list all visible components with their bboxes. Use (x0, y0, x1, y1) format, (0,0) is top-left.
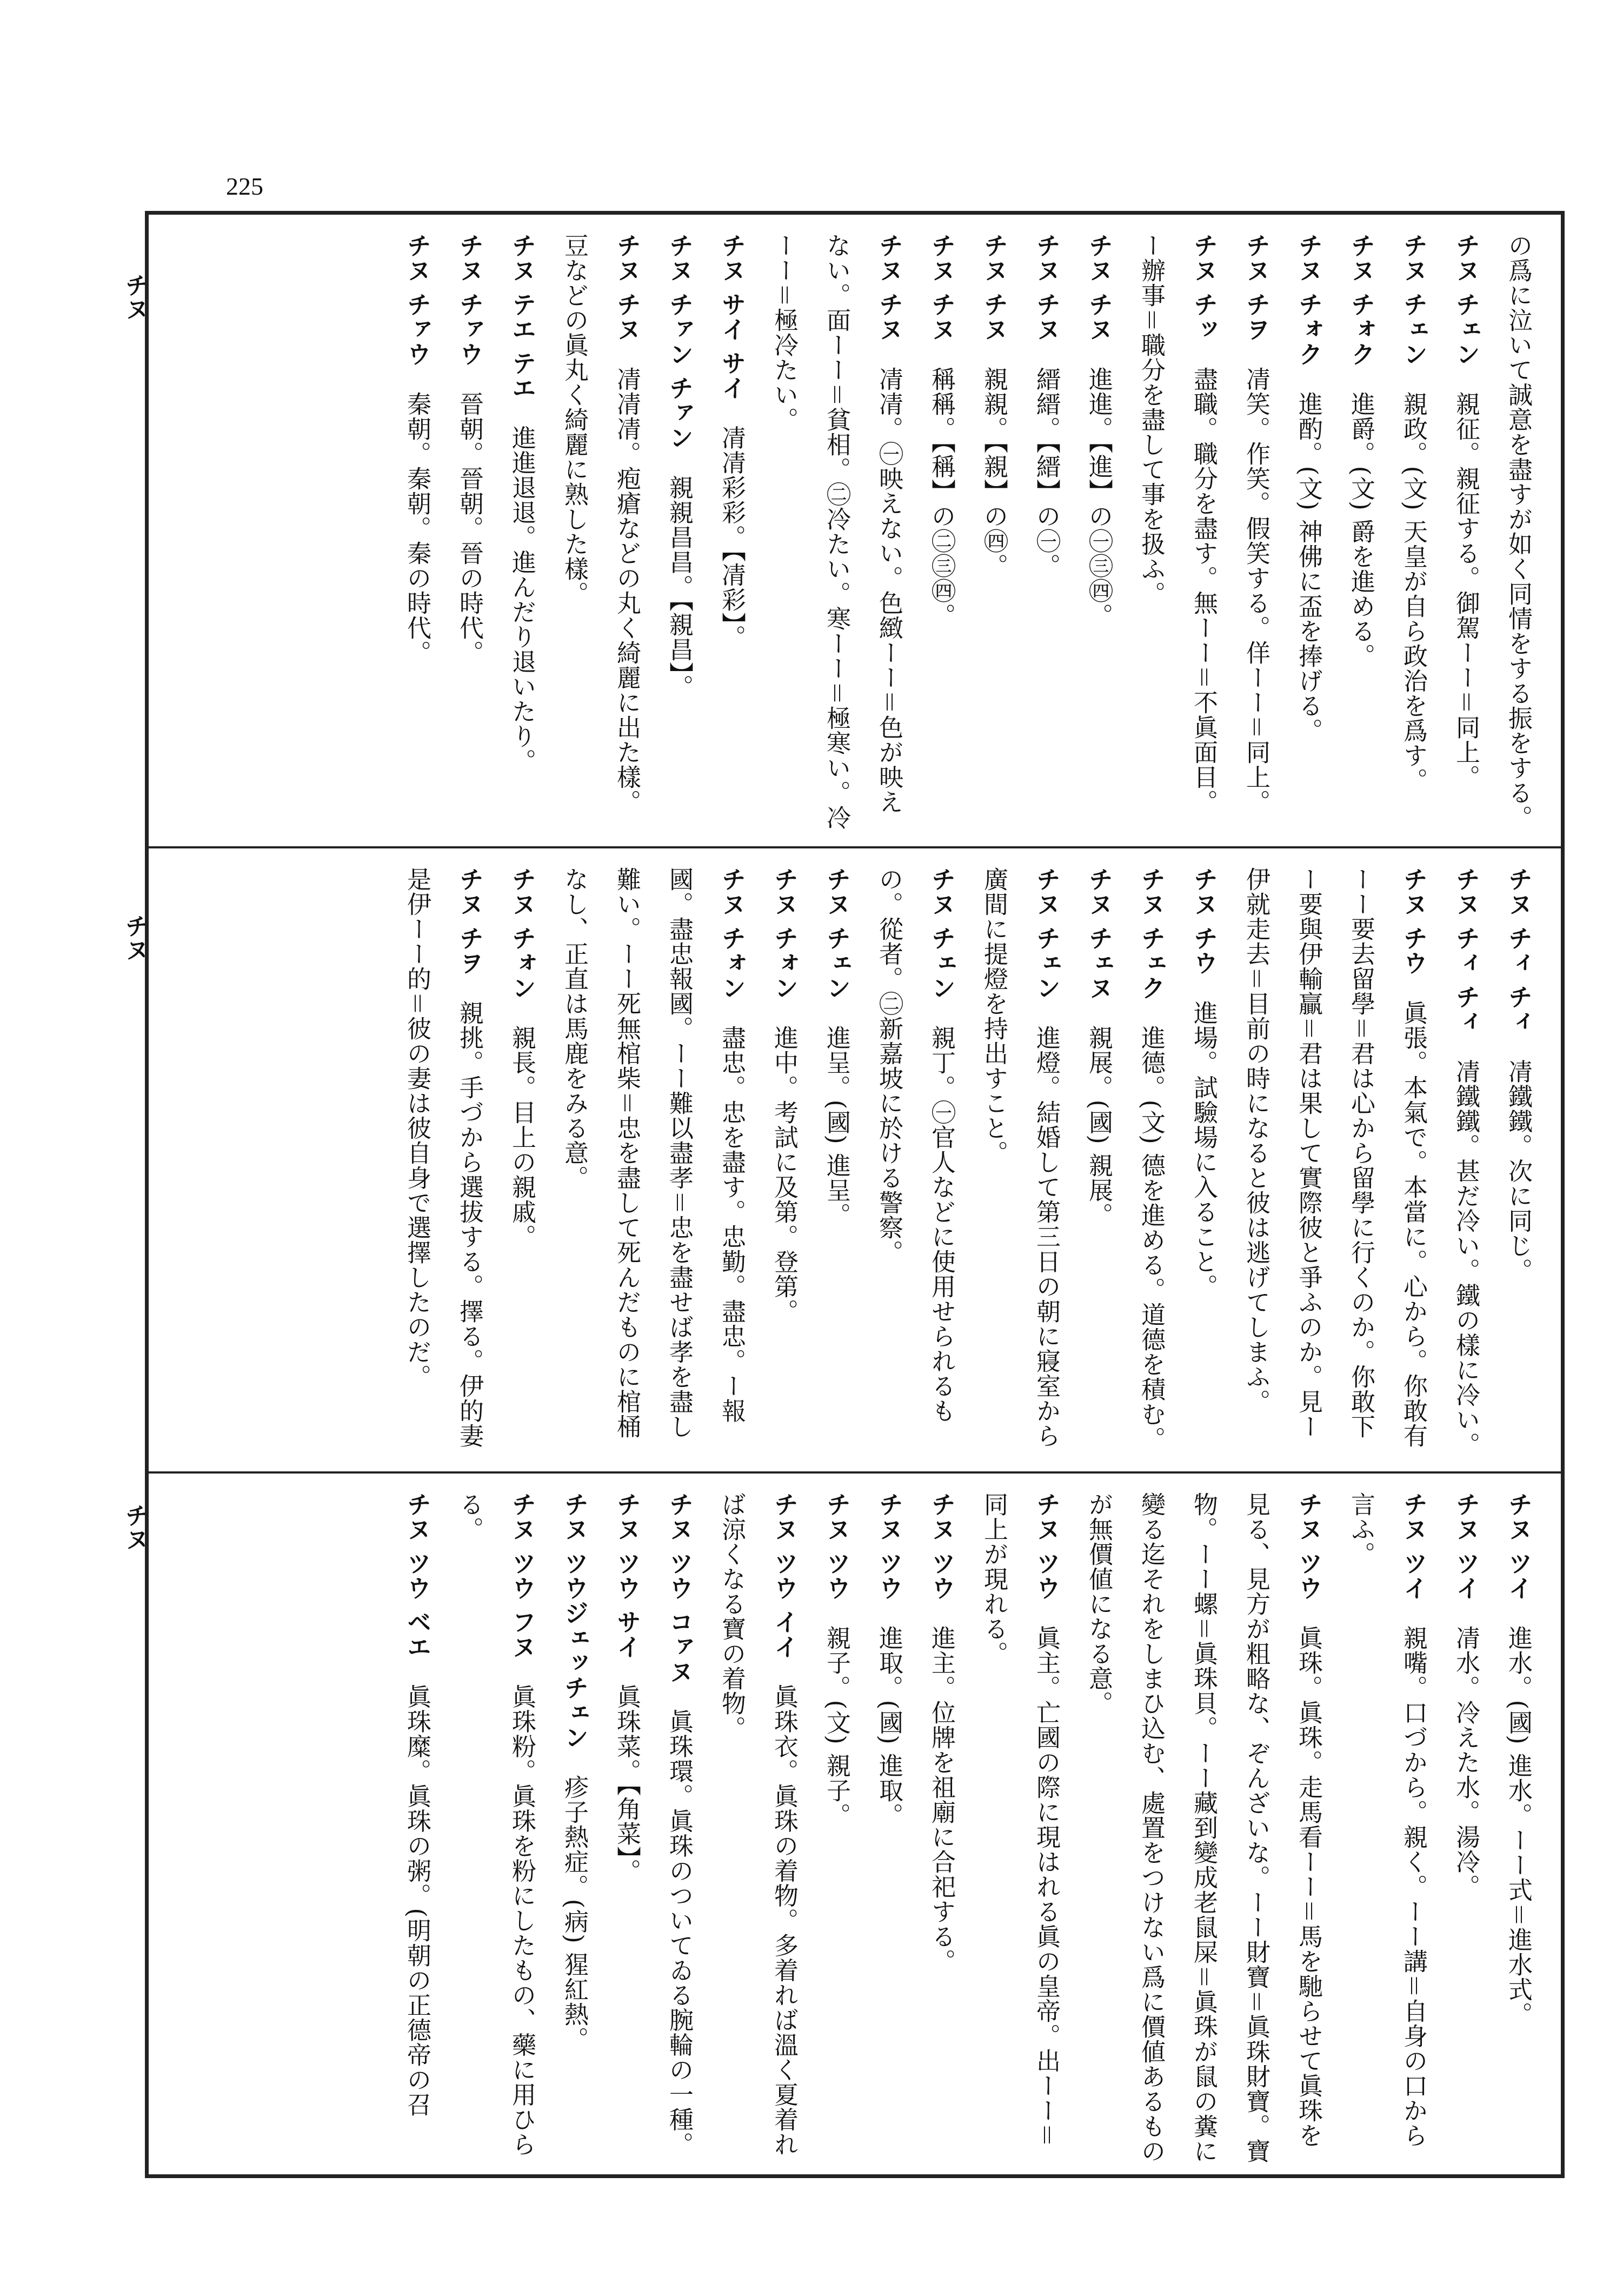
entry-headword: チヌ チヌ (980, 233, 1008, 342)
dictionary-entry (548, 233, 653, 835)
entry-spacer (980, 342, 1008, 367)
entry-headword: チヌ チェン (1399, 233, 1428, 367)
side-marker-middle: チヌ (121, 914, 149, 961)
entry-spacer (717, 1000, 746, 1025)
entry-gloss: 進水。(國) 進水。ーー式＝進水式。 (1504, 1625, 1533, 2027)
entry-headword: チヌ ツウ (1032, 1492, 1061, 1601)
entry-headword: チヌ チヌ (927, 233, 956, 342)
dictionary-entry (1335, 1492, 1440, 2164)
entry-headword: チヌ チォン (717, 867, 746, 1000)
entry-headword: チヌ ツウ (822, 1492, 851, 1601)
entry-spacer (1504, 1601, 1533, 1625)
entry-gloss: 進德。(文) 德を進める。道德を積む。 (1137, 1025, 1166, 1452)
dictionary-entry (810, 867, 863, 1461)
entry-headword: チヌ チヌ (613, 233, 641, 342)
entry-gloss: 凊水。冷えた水。湯冷。 (1452, 1625, 1480, 1899)
entry-spacer (508, 1000, 536, 1025)
entry-spacer (927, 1000, 956, 1025)
entry-headword: チヌ チァウ (403, 233, 431, 367)
entry-gloss: 親親昌昌。【親昌】。 (665, 475, 694, 700)
side-marker-top: チヌ (121, 273, 149, 321)
entry-spacer (822, 1000, 851, 1025)
entry-spacer (1189, 976, 1218, 1000)
entry-headword: チヌ チォン (770, 867, 799, 1000)
entry-gloss: 親征。親征する。御駕ーー＝同上。 (1452, 391, 1480, 789)
dictionary-entry (1073, 233, 1125, 835)
entry-gloss: 親展。(國) 親展。 (1085, 1025, 1113, 1228)
entry-spacer (1347, 367, 1375, 391)
entry-headword: チヌ ツイ (1399, 1492, 1428, 1601)
entry-spacer (403, 367, 431, 391)
entry-headword: チヌ チヲ (1242, 233, 1271, 342)
dictionary-entry (758, 867, 810, 1461)
entry-headword: チヌ チウ (1189, 867, 1218, 976)
dictionary-frame (145, 211, 1565, 2178)
entry-spacer (665, 1684, 694, 1709)
dictionary-entry (1125, 233, 1230, 835)
dictionary-entry (496, 867, 548, 1461)
entry-spacer (770, 1659, 799, 1684)
dictionary-entry (1335, 233, 1387, 835)
entry-spacer (455, 367, 484, 391)
dictionary-entry (1492, 233, 1545, 835)
entry-headword: チヌ ツウ (875, 1492, 903, 1601)
entry-gloss: 親挑。手づから選拔する。擇る。伊的妻是伊ーー的＝彼の妻は彼自身で選擇したのだ。 (403, 867, 484, 1448)
entry-gloss: 縉縉。【縉】の㊀。 (1032, 366, 1061, 579)
entry-gloss: 眞張。本氣で。本當に。心から。你敢有ーー要去留學＝君は心から留學に行くのか。你敢下ー要與伊輸贏＝君は果して實際彼と爭ふのか。見ー伊就走去＝目前の時になると彼は逃げてしまふ。 (1242, 867, 1428, 1448)
tier-top (149, 215, 1561, 846)
dictionary-entry (1020, 233, 1073, 835)
entry-headword: チヌ ツウ ベエ (403, 1492, 431, 1660)
entry-headword: チヌ チィ チィ (1452, 867, 1480, 1034)
entry-spacer (455, 976, 484, 1000)
entry-headword: チヌ チォク (1347, 233, 1375, 367)
dictionary-entry (1387, 233, 1440, 835)
entry-gloss: 親子。(文) 親子。 (822, 1625, 851, 1828)
entry-spacer (1504, 1034, 1533, 1059)
entry-gloss: 進進退退。進んだり退いたり。 (508, 425, 536, 774)
entry-headword: チヌ ツウ (1294, 1492, 1323, 1601)
entry-gloss: 眞珠環。眞珠のついてゐる腕輪の一種。 (665, 1709, 694, 2157)
entry-headword: チヌ チァン チァン (665, 233, 694, 450)
dictionary-entry (1492, 1492, 1545, 2164)
dictionary-entry (968, 867, 1073, 1461)
dictionary-entry (968, 1492, 1073, 2164)
entry-spacer (875, 342, 903, 367)
entry-gloss: 眞珠粉。眞珠を粉にしたもの、藥に用ひらる。 (455, 1492, 536, 2157)
entry-gloss: 進中。考試に及第。登第。 (770, 1025, 799, 1324)
entry-headword: チヌ チォン (508, 867, 536, 1000)
entry-gloss: 眞珠衣。眞珠の着物。多着れば溫く夏着れば涼くなる寶の着物。 (717, 1492, 799, 2157)
entry-spacer (1032, 1000, 1061, 1025)
dictionary-entry (1492, 867, 1545, 1461)
entry-spacer (1085, 342, 1113, 367)
entry-gloss: 疹子熱症。(病) 猩紅熱。 (560, 1774, 589, 2052)
dictionary-entry (391, 1492, 443, 2164)
entry-spacer (665, 450, 694, 475)
entry-spacer (1032, 1601, 1061, 1625)
entry-gloss: 凊鐵鐵。甚だ冷い。鐵の樣に冷い。 (1452, 1059, 1480, 1457)
entry-headword: チヌ サイ サイ (717, 233, 746, 401)
dictionary-entry (1440, 867, 1492, 1461)
entry-gloss: 凊鐵鐵。次に同じ。 (1504, 1059, 1533, 1283)
entry-gloss: 進呈。(國) 進呈。 (822, 1025, 851, 1228)
entry-headword: チヌ ツウジェッチェン (560, 1492, 589, 1750)
entry-gloss: 進場。試驗場に入ること。 (1189, 1000, 1218, 1299)
dictionary-entry (863, 1492, 915, 2164)
entry-headword: チヌ ツウ サイ (613, 1492, 641, 1660)
entry-gloss: 進進。【進】の㊀㊂㊃。 (1085, 366, 1113, 628)
dictionary-entry (1073, 1492, 1335, 2164)
entry-headword: チヌ チェク (1137, 867, 1166, 1000)
entry-spacer (508, 400, 536, 425)
entry-gloss: 親親。【親】の㊃。 (980, 366, 1008, 579)
dictionary-entry (653, 233, 706, 835)
entry-headword: チヌ ツイ (1452, 1492, 1480, 1601)
entry-headword: チヌ ツウ (927, 1492, 956, 1601)
entry-gloss: 進取。(國) 進取。 (875, 1625, 903, 1828)
entry-headword: チヌ チウ (1399, 867, 1428, 976)
entry-headword: チヌ チッ (1189, 233, 1218, 342)
entry-headword: チヌ ツウ フヌ (508, 1492, 536, 1660)
dictionary-entry (1125, 867, 1178, 1461)
entry-spacer (1294, 367, 1323, 391)
entry-gloss: 親丁。㊀官人などに使用せられるもの。從者。㊁新嘉坡に於ける警察。 (875, 867, 956, 1423)
entry-spacer (927, 1601, 956, 1625)
entry-gloss: 眞珠糜。眞珠の粥。(明朝の正德帝の召 (403, 1684, 431, 2117)
dictionary-entry (915, 233, 968, 835)
tier-middle (149, 848, 1561, 1471)
entry-gloss: 眞珠。眞珠。走馬看ーー＝馬を馳らせて眞珠を見る、見方が粗略な、ぞんざいな。ーー財寶＝眞珠財寶。寶物。ーー螺＝眞珠貝。ーー藏到變成老鼠屎＝眞珠が鼠の糞に變る迄それをしまひ込む、處置をつけない爲に價値あるものが無價値になる意。 (1085, 1492, 1323, 2164)
entry-headword: チヌ ツイ (1504, 1492, 1533, 1601)
entry-spacer (770, 1000, 799, 1025)
entry-headword: チヌ ツウ コァヌ (665, 1492, 694, 1684)
entry-spacer (822, 1601, 851, 1625)
dictionary-entry (915, 1492, 968, 2164)
entry-gloss: 凊笑。作笑。假笑する。佯ーー＝同上。 (1242, 366, 1271, 814)
dictionary-entry (1230, 233, 1282, 835)
entry-spacer (717, 400, 746, 425)
dictionary-entry (810, 1492, 863, 2164)
dictionary-entry (548, 867, 758, 1461)
dictionary-entry (391, 233, 443, 835)
entry-spacer (1399, 367, 1428, 391)
entry-headword: チヌ チヌ (875, 233, 903, 342)
dictionary-entry (1230, 867, 1440, 1461)
dictionary-entry (706, 233, 758, 835)
entry-gloss: 盡忠。忠を盡す。忠勤。盡忠。ー報國。盡忠報國。ーー難以盡孝＝忠を盡せば孝を盡し難い。ーー死無棺柴＝忠を盡して死んだものに棺桶なし、正直は馬鹿をみる意。 (560, 867, 746, 1439)
dictionary-entry (706, 1492, 810, 2164)
entry-spacer (1452, 367, 1480, 391)
entry-gloss: 眞主。亡國の際に現はれる眞の皇帝。出ーー＝同上が現れる。 (980, 1492, 1061, 2148)
entry-gloss: 親嘴。口づから。親く。ーー講＝自身の口から言ふ。 (1347, 1492, 1428, 2148)
entry-spacer (1242, 342, 1271, 367)
entry-gloss: 進爵。(文) 爵を進める。 (1347, 391, 1375, 669)
entry-headword: チヌ チヌ (1085, 233, 1113, 342)
entry-spacer (1452, 1601, 1480, 1625)
entry-headword: チヌ チィ チィ (1504, 867, 1533, 1034)
entry-spacer (1189, 342, 1218, 367)
entry-headword: チヌ ツウ イイ (770, 1492, 799, 1660)
entry-headword: チヌ チァウ (455, 233, 484, 367)
entry-headword: チヌ チヲ (455, 867, 484, 976)
dictionary-entry (443, 1492, 548, 2164)
entry-gloss: の爲に泣いて誠意を盡すが如く同情をする振をする。 (1504, 233, 1533, 830)
side-marker-bottom: チヌ (121, 1503, 149, 1551)
entry-gloss: 凊凊凊。疱瘡などの丸く綺麗に出た樣。豆などの眞丸く綺麗に熟した樣。 (560, 233, 641, 814)
dictionary-entry (391, 867, 496, 1461)
dictionary-entry (1440, 1492, 1492, 2164)
entry-spacer (927, 342, 956, 367)
entry-headword: チヌ チォク (1294, 233, 1323, 367)
entry-headword: チヌ チヌ (1032, 233, 1061, 342)
page-number: 225 (226, 172, 263, 200)
dictionary-entry (1073, 867, 1125, 1461)
dictionary-entry (548, 1492, 601, 2164)
entry-gloss: 眞珠菜。【角菜】。 (613, 1684, 641, 1884)
dictionary-entry (863, 867, 968, 1461)
entry-gloss: 晉朝。晉朝。晉の時代。 (455, 391, 484, 665)
entry-spacer (403, 1659, 431, 1684)
dictionary-entry (758, 233, 915, 835)
entry-gloss: 進燈。結婚して第三日の朝に寢室から廣間に提燈を持出すこと。 (980, 867, 1061, 1448)
entry-gloss: 親長。目上の親戚。 (508, 1025, 536, 1249)
tier-bottom (149, 1474, 1561, 2174)
entry-spacer (875, 1601, 903, 1625)
entry-spacer (1399, 1601, 1428, 1625)
entry-gloss: 凊凊彩彩。【凊彩】。 (717, 425, 746, 650)
entry-headword: チヌ テエ テエ (508, 233, 536, 401)
entry-spacer (1032, 342, 1061, 367)
entry-spacer (560, 1750, 589, 1775)
entry-spacer (1452, 1034, 1480, 1059)
entry-gloss: 秦朝。秦朝。秦の時代。 (403, 391, 431, 665)
dictionary-entry (496, 233, 548, 835)
dictionary-entry (968, 233, 1020, 835)
entry-gloss: 親政。(文) 天皇が自ら政治を爲す。 (1399, 391, 1428, 793)
entry-gloss: 盡職。職分を盡す。無ーー＝不眞面目。ー辦事＝職分を盡して事を扱ふ。 (1137, 233, 1218, 814)
entry-gloss: 進主。位牌を祖廟に合祀する。 (927, 1625, 956, 1974)
dictionary-entry (653, 1492, 706, 2164)
entry-spacer (613, 342, 641, 367)
entry-headword: チヌ チェン (927, 867, 956, 1000)
entry-spacer (1137, 1000, 1166, 1025)
entry-spacer (1294, 1601, 1323, 1625)
entry-headword: チヌ チェヌ (1085, 867, 1113, 1000)
dictionary-entry (1282, 233, 1335, 835)
entry-spacer (1085, 1000, 1113, 1025)
entry-spacer (1399, 976, 1428, 1000)
entry-spacer (613, 1659, 641, 1684)
dictionary-entry (443, 233, 496, 835)
entry-gloss: 稱稱。【稱】の㊁㊂㊃。 (927, 366, 956, 628)
dictionary-entry (1440, 233, 1492, 835)
entry-gloss: 進酌。(文) 神佛に盃を捧げる。 (1294, 391, 1323, 744)
entry-gloss: 凊凊。㊀映えない。色緻ーー＝色が映えない。面ーー＝貧相。㊁冷たい。寒ーー＝極寒い。冷ーー＝極冷たい。 (770, 233, 903, 831)
dictionary-entry (1178, 867, 1230, 1461)
dictionary-entry (601, 1492, 653, 2164)
entry-spacer (508, 1659, 536, 1684)
entry-headword: チヌ チェン (822, 867, 851, 1000)
entry-headword: チヌ チェン (1032, 867, 1061, 1000)
entry-headword: チヌ チェン (1452, 233, 1480, 367)
